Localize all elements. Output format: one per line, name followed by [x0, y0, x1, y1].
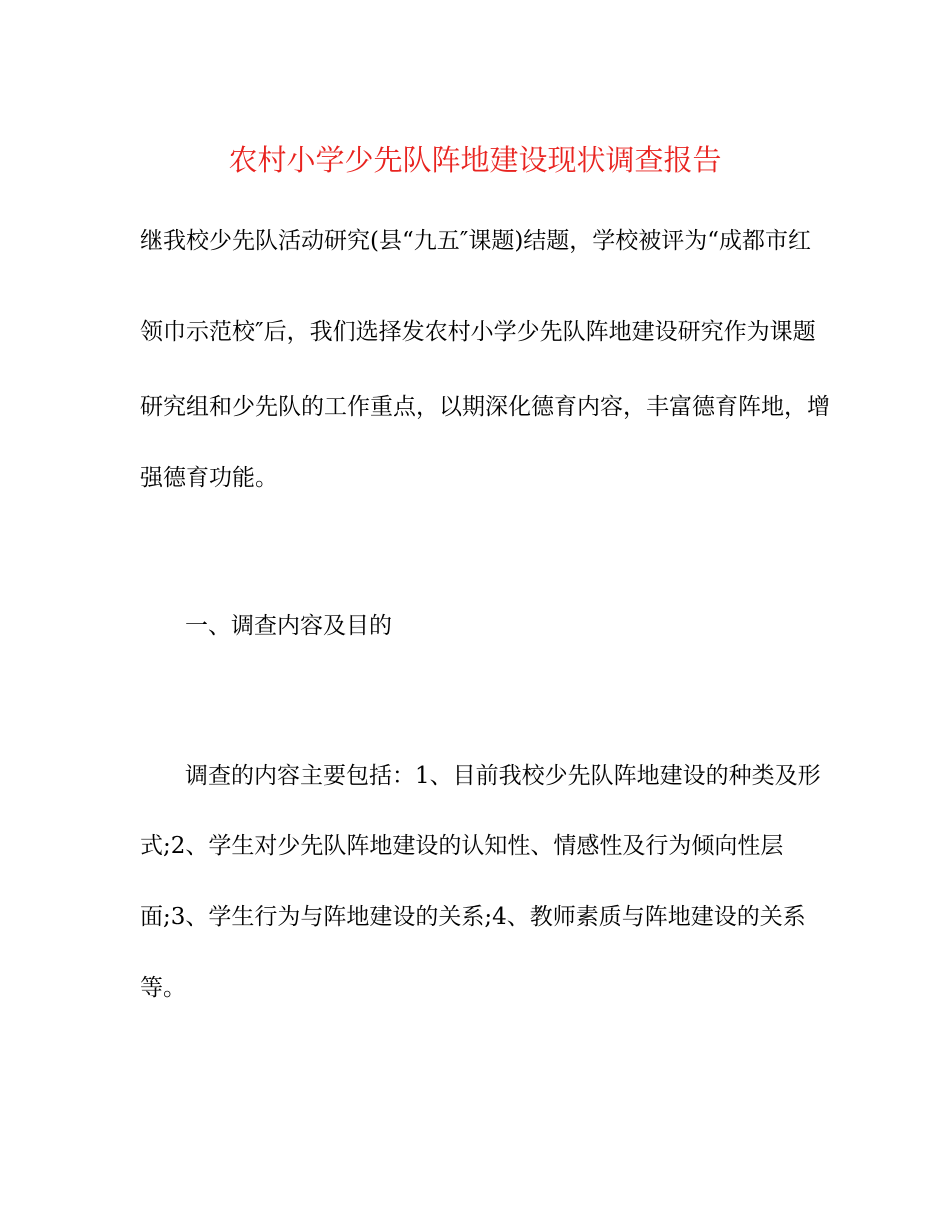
paragraph-1-line-1: 继我校少先队活动研究(县“九五″课题)结题，学校被评为“成都市红 — [140, 228, 812, 254]
paragraph-2-line-1: 调查的内容主要包括：1、目前我校少先队阵地建设的种类及形 — [185, 763, 821, 789]
paragraph-1-line-2: 领巾示范校″后，我们选择发农村小学少先队阵地建设研究作为课题 — [140, 319, 816, 345]
section-1-heading: 一、调查内容及目的 — [185, 613, 392, 639]
paragraph-2-line-2: 式;2、学生对少先队阵地建设的认知性、情感性及行为倾向性层 — [140, 833, 784, 859]
document-title: 农村小学少先队阵地建设现状调查报告 — [228, 143, 722, 177]
paragraph-2-line-3: 面;3、学生行为与阵地建设的关系;4、教师素质与阵地建设的关系 — [140, 904, 806, 930]
paragraph-1-line-3: 研究组和少先队的工作重点，以期深化德育内容，丰富德育阵地，增 — [140, 394, 830, 420]
paragraph-2-line-4: 等。 — [140, 975, 186, 1001]
paragraph-1-line-4: 强德育功能。 — [140, 465, 278, 491]
